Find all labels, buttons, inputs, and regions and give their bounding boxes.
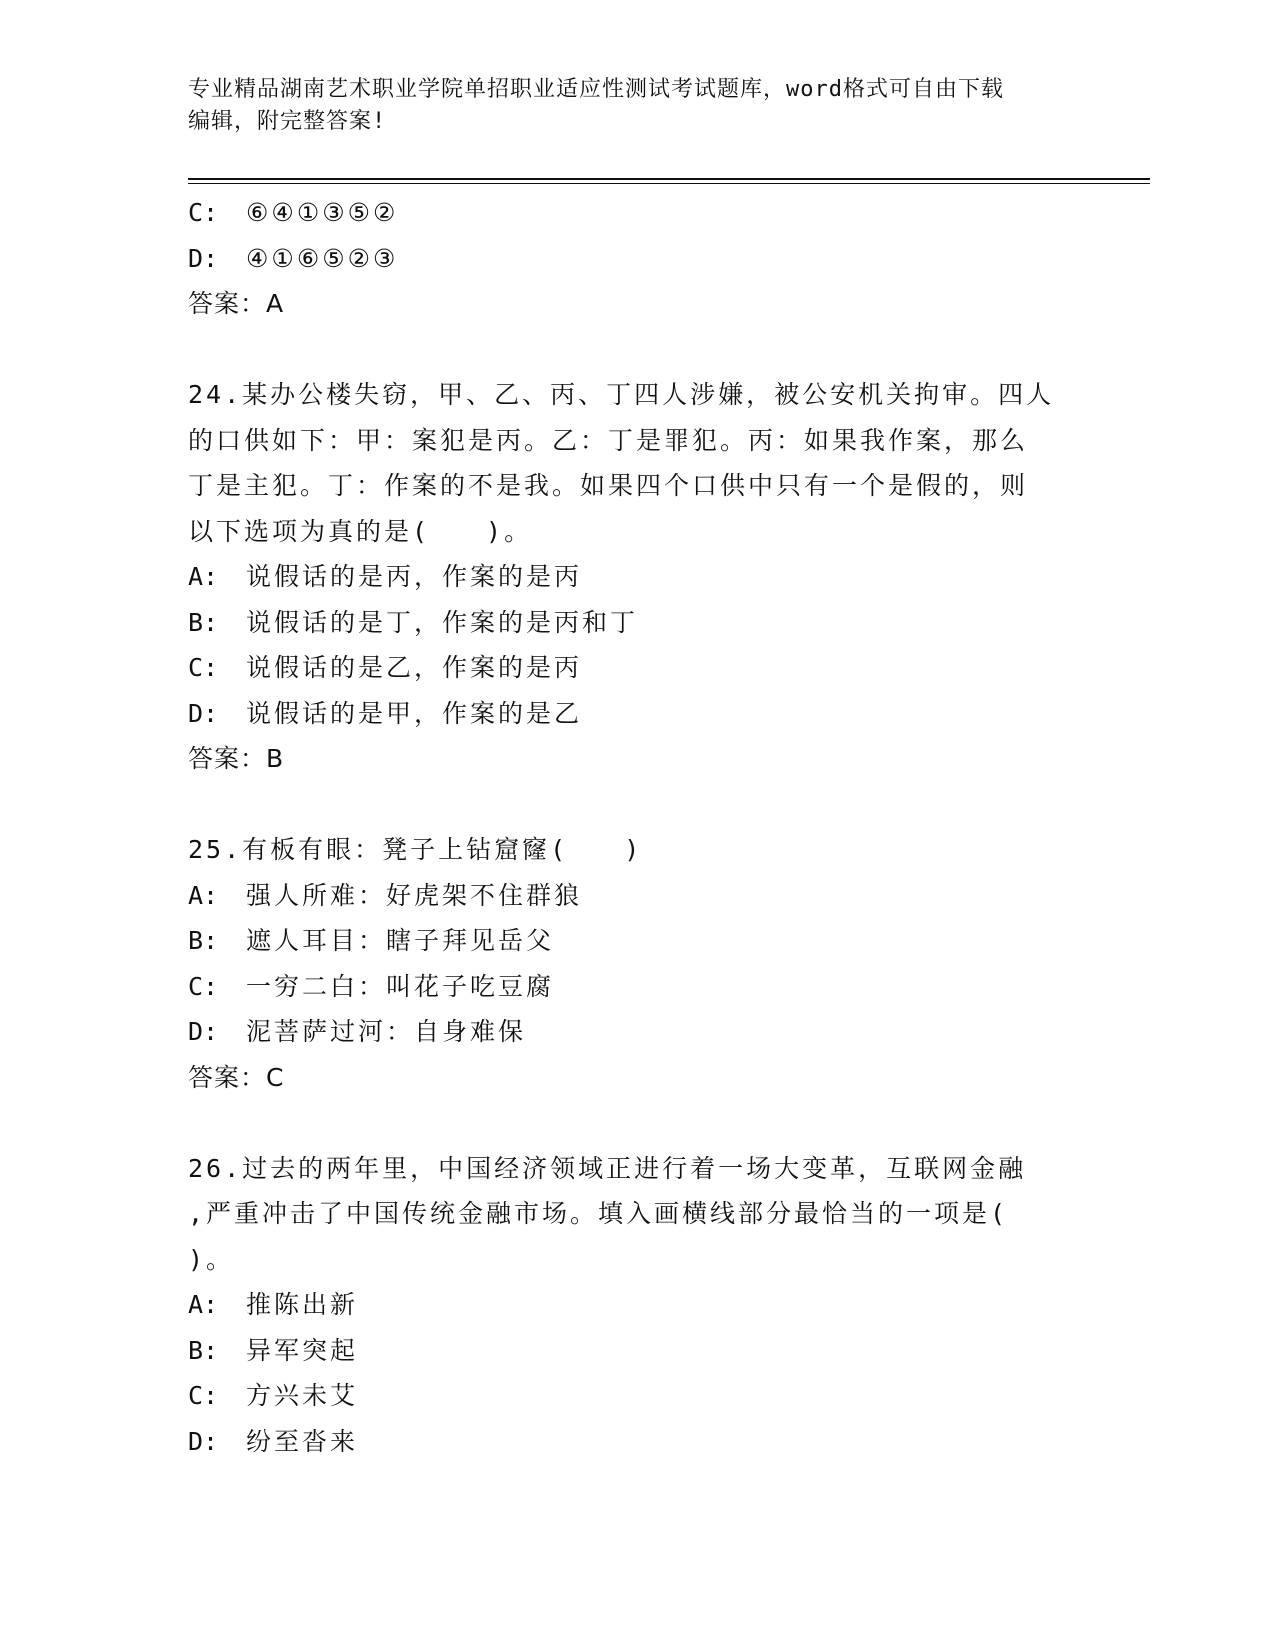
option-c xyxy=(188,645,1088,691)
question-text-line: 25.有板有眼：凳子上钻窟窿( ) xyxy=(188,835,643,864)
option-key: B: xyxy=(188,926,219,955)
question-23 xyxy=(188,190,1088,327)
answer-line: 答案：A xyxy=(188,289,285,318)
option-d xyxy=(188,236,1088,282)
question-24 xyxy=(188,372,1088,782)
option-key: C: xyxy=(188,653,219,682)
header-rule-thick xyxy=(188,178,1150,180)
header-line-2: 编辑，附完整答案! xyxy=(188,109,387,134)
option-text: 纷至沓来 xyxy=(246,1426,359,1456)
option-c xyxy=(188,190,1088,236)
option-text: 泥菩萨过河：自身难保 xyxy=(246,1017,527,1046)
option-d xyxy=(188,1009,1088,1055)
option-key: A: xyxy=(188,562,219,591)
option-a xyxy=(188,554,1088,600)
option-key: A: xyxy=(188,1290,219,1319)
option-text: 说假话的是乙，作案的是丙 xyxy=(246,653,583,682)
option-text: 说假话的是丁，作案的是丙和丁 xyxy=(246,607,639,637)
option-b xyxy=(188,600,1088,646)
answer-line: 答案：C xyxy=(188,1062,285,1092)
option-d xyxy=(188,691,1088,737)
question-25 xyxy=(188,827,1088,1100)
option-key: B: xyxy=(188,607,219,637)
spacer xyxy=(188,327,1088,373)
option-text: 异军突起 xyxy=(246,1335,359,1365)
option-key: D: xyxy=(188,1017,219,1046)
question-text-line: 24.某办公楼失窃，甲、乙、丙、丁四人涉嫌，被公安机关拘审。四人 xyxy=(188,380,1055,409)
question-text-line: ,严重冲击了中国传统金融市场。填入画横线部分最恰当的一项是( xyxy=(188,1199,1009,1228)
option-text: ④①⑥⑤②③ xyxy=(246,243,399,273)
question-text-line: )。 xyxy=(188,1244,235,1274)
question-text-line: 的口供如下：甲：案犯是丙。乙：丁是罪犯。丙：如果我作案，那么 xyxy=(188,425,1029,455)
option-text: 一穷二白：叫花子吃豆腐 xyxy=(246,971,555,1001)
spacer xyxy=(188,782,1088,828)
question-text-line: 丁是主犯。丁：作案的不是我。如果四个口供中只有一个是假的，则 xyxy=(188,471,1029,500)
option-b xyxy=(188,1328,1088,1374)
option-key: D: xyxy=(188,1426,219,1456)
option-key: D: xyxy=(188,243,219,273)
option-key: C: xyxy=(188,198,219,227)
option-text: 推陈出新 xyxy=(246,1290,359,1319)
page-header xyxy=(188,74,1068,138)
option-c xyxy=(188,1373,1088,1419)
option-key: C: xyxy=(188,1381,219,1410)
option-text: 方兴未艾 xyxy=(246,1381,359,1410)
option-text: ⑥④①③⑤② xyxy=(246,198,399,227)
option-d xyxy=(188,1419,1088,1465)
option-c xyxy=(188,964,1088,1010)
option-key: D: xyxy=(188,698,219,728)
option-text: 遮人耳目：瞎子拜见岳父 xyxy=(246,926,555,955)
question-26 xyxy=(188,1146,1088,1465)
option-text: 强人所难：好虎架不住群狼 xyxy=(246,880,583,910)
option-a xyxy=(188,1282,1088,1328)
option-b xyxy=(188,918,1088,964)
option-key: A: xyxy=(188,880,219,910)
answer-line: 答案：B xyxy=(188,744,285,773)
question-content xyxy=(188,190,1088,1464)
option-key: C: xyxy=(188,971,219,1001)
option-key: B: xyxy=(188,1335,219,1365)
option-text: 说假话的是丙，作案的是丙 xyxy=(246,562,583,591)
question-text-line: 以下选项为真的是( )。 xyxy=(188,516,533,546)
option-text: 说假话的是甲，作案的是乙 xyxy=(246,698,583,728)
option-a xyxy=(188,873,1088,919)
header-line-1: 专业精品湖南艺术职业学院单招职业适应性测试考试题库，word格式可自由下载 xyxy=(188,77,1004,102)
question-text-line: 26.过去的两年里，中国经济领域正进行着一场大变革，互联网金融 xyxy=(188,1153,1027,1183)
spacer xyxy=(188,1100,1088,1146)
header-rule-thin xyxy=(188,183,1150,184)
